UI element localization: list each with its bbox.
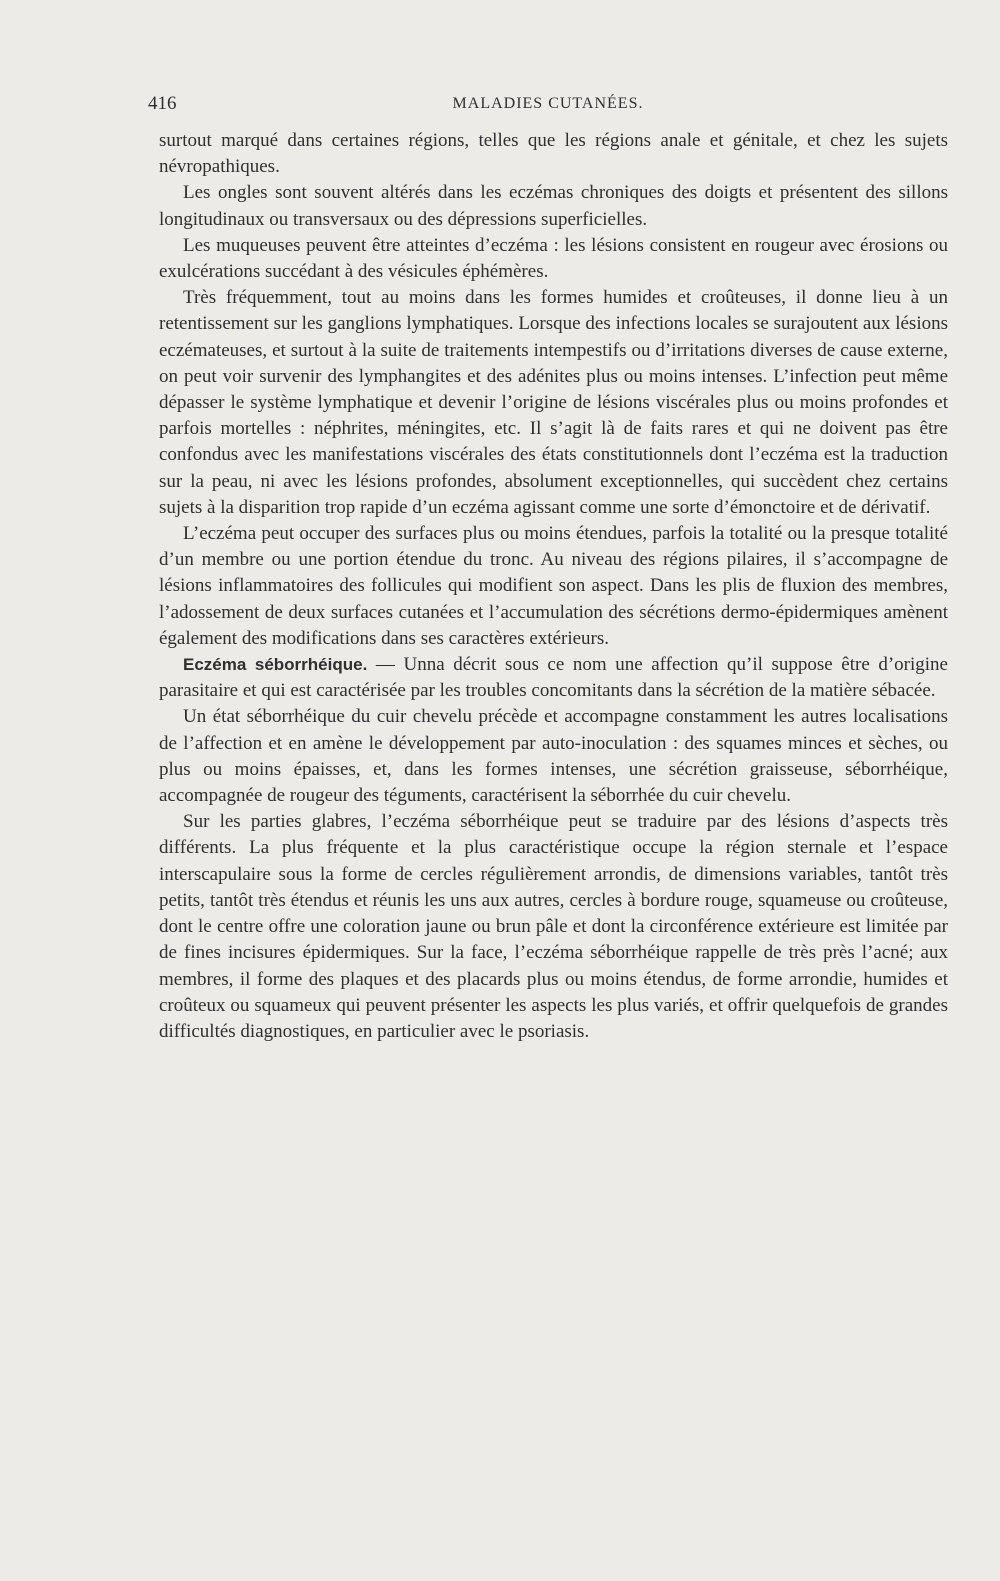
- paragraph: [159, 128, 948, 180]
- paragraph-text: Les ongles sont souvent altérés dans les eczémas chroniques des doigts et présentent des sillons longitudinaux ou transversaux ou des dépressions superficielles.: [159, 182, 948, 230]
- paragraph-text: Un état séborrhéique du cuir chevelu précède et accompagne constamment les autres localisations de l’affection et en amène le développement par auto-inoculation : des squames minces et sèches, ou plus ou moins épaisses, et, dans les formes intenses, une sécrétion graisseuse, séborrhéique, accompagnée de rougeur des téguments, caractérisent la séborrhée du cuir chevelu.: [159, 706, 948, 807]
- page-header: [148, 93, 948, 117]
- paragraph: [159, 521, 948, 652]
- paragraph-text: Très fréquemment, tout au moins dans les formes humides et croûteuses, il donne lieu à un retentissement sur les ganglions lymphatiques. Lorsque des infections locales se surajoutent aux lésions eczémateuses, et surtout à la suite de traitements intempestifs ou d’irritations diverses de cause externe, on peut voir survenir des lymphangites et des adénites plus ou moins intenses. L’infection peut même dépasser le système lymphatique et devenir l’origine de lésions viscérales plus ou moins profondes et parfois mortelles : néphrites, méningites, etc. Il s’agit là de faits rares et qui ne doivent pas être confondus avec les manifestations viscérales des états constitutionnels dont l’eczéma est la traduction sur la peau, ni avec les lésions profondes, absolument exceptionnelles, qui succèdent chez certains sujets à la disparition trop rapide d’un eczéma agissant comme une sorte d’émonctoire et de dérivatif.: [159, 287, 948, 518]
- paragraph-text: — Unna décrit sous ce nom une affection qu’il suppose être d’origine parasitaire et qui est caractérisée par les troubles concomitants dans la sécrétion de la matière sébacée.: [159, 654, 948, 702]
- paragraph-text: L’eczéma peut occuper des surfaces plus ou moins étendues, parfois la totalité ou la presque totalité d’un membre ou une portion étendue du tronc. Au niveau des régions pilaires, il s’accompagne de lésions inflammatoires des follicules qui modifient son aspect. Dans les plis de fluxion des membres, l’adossement de deux surfaces cutanées et l’accumulation des sécrétions dermo-épidermiques amènent également des modifications dans ses caractères extérieurs.: [159, 523, 948, 649]
- paragraph: [159, 652, 948, 704]
- body-text: [159, 128, 948, 1045]
- paragraph: [159, 233, 948, 285]
- paragraph: [159, 809, 948, 1045]
- paragraph-text: Les muqueuses peuvent être atteintes d’eczéma : les lésions consistent en rougeur avec érosions ou exulcérations succédant à des vésicules éphémères.: [159, 234, 948, 283]
- paragraph-text: surtout marqué dans certaines régions, telles que les régions anale et génitale, et chez les sujets névropathiques.: [159, 130, 948, 178]
- paragraph-text: Sur les parties glabres, l’eczéma séborrhéique peut se traduire par des lésions d’aspects très différents. La plus fréquente et la plus caractéristique occupe la région sternale et l’espace interscapulaire sous la forme de cercles régulièrement arrondis, de dimensions variables, tantôt très petits, tantôt très étendus et réunis les uns aux autres, cercles à bordure rouge, squameuse ou croûteuse, dont le centre offre une coloration jaune ou brun pâle et dont la circonférence extérieure est limitée par de fines incisures épidermiques. Sur la face, l’eczéma séborrhéique rappelle de très près l’acné; aux membres, il forme des plaques et des placards plus ou moins étendus, de forme arrondie, humides et croûteux ou squameux qui peuvent présenter les aspects les plus variés, et offrir quelquefois de grandes difficultés diagnostiques, en particulier avec le psoriasis.: [159, 811, 948, 1042]
- running-title: MALADIES CUTANÉES.: [452, 95, 644, 112]
- paragraph: [159, 704, 948, 809]
- paragraph: [159, 180, 948, 232]
- section-heading: Eczéma séborrhéique.: [183, 655, 368, 675]
- paragraph: [159, 285, 948, 521]
- page-number: 416: [148, 93, 177, 114]
